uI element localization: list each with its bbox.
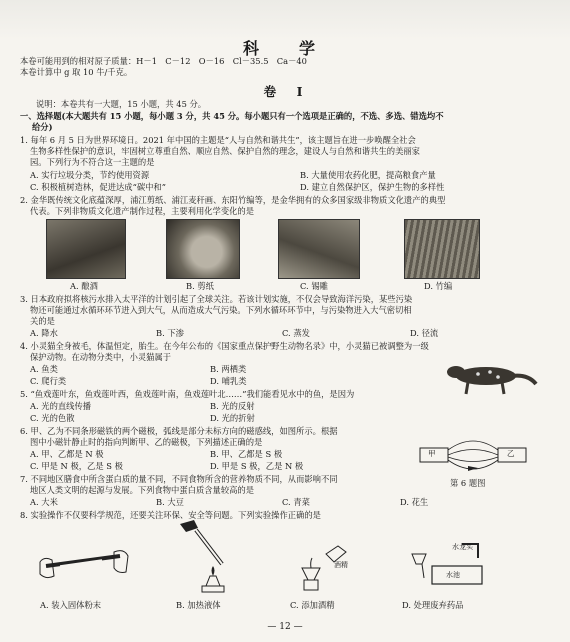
adding-alcohol-illustration xyxy=(286,534,376,598)
pole-label-jia: 甲 xyxy=(428,449,436,458)
option-c: C. 青菜 xyxy=(282,497,310,507)
option-a: A. 甲、乙都是 N 极 xyxy=(30,449,104,459)
g-value-line: 本卷计算中 g 取 10 牛/千克。 xyxy=(20,67,133,77)
option-c: C. 蒸发 xyxy=(282,328,310,338)
option-d: D. 哺乳类 xyxy=(210,376,247,386)
question-text: 5. “鱼戏莲叶东，鱼戏莲叶西，鱼戏莲叶南，鱼戏莲叶北……”我们能看见水中的鱼，是因为 xyxy=(20,389,355,399)
option-d: D. 甲是 S 极，乙是 N 极 xyxy=(210,461,304,471)
question-text: 关的是 xyxy=(30,316,55,326)
option-a: A. 酿酒 xyxy=(70,281,98,291)
option-a: A. 实行垃圾分类，节约使用资源 xyxy=(30,170,150,180)
section-heading: 卷 Ⅰ xyxy=(263,84,307,99)
option-b: B. 剪纸 xyxy=(186,281,214,291)
question-text: 保护动物。在动物分类中，小灵猫属于 xyxy=(30,352,172,362)
question-text: 地区人类文明的起源与发展。下列食物中蛋白质含量较高的是 xyxy=(30,485,255,495)
civet-illustration xyxy=(438,356,538,400)
option-d: D. 光的折射 xyxy=(210,413,255,423)
question-text: 2. 金华既传统文化底蕴深厚，浦江剪纸、浦江麦秆画、东阳竹编等，是金华拥有的众多国家级非物质文化遗产的典型 xyxy=(20,195,446,205)
option-b: B. 甲、乙都是 S 极 xyxy=(210,449,283,459)
question-text: 8. 实验操作不仅要科学规范，还要关注环保、安全等问题。下列实验操作正确的是 xyxy=(20,510,321,520)
scan-shadow xyxy=(0,0,570,40)
option-b: B. 大量使用农药化肥，提高粮食产量 xyxy=(300,170,436,180)
option-a: A. 降水 xyxy=(30,328,58,338)
question-text: 图中小磁针静止时的指向判断甲、乙的磁极，下列描述正确的是 xyxy=(30,437,263,447)
option-b: B. 大豆 xyxy=(156,497,184,507)
question-text: 园。下列行为不符合这一主题的是 xyxy=(30,157,155,167)
option-c: C. 锡雕 xyxy=(300,281,328,291)
option-b: B. 光的反射 xyxy=(210,401,255,411)
option-b: B. 加热液体 xyxy=(176,600,221,610)
question-type-heading-cont: 给分) xyxy=(32,122,53,132)
question-text: 生物多样性保护的意识，牢固树立尊重自然、顺应自然、保护自然的理念，建设人与自然和谐共生的美丽家 xyxy=(30,146,420,156)
atomic-mass-line: 本卷可能用到的相对原子质量：H－1 C－12 O－16 Cl－35.5 Ca－40 xyxy=(20,56,307,66)
option-a: A. 光的直线传播 xyxy=(30,401,92,411)
option-c: C. 甲是 N 极，乙是 S 极 xyxy=(30,461,123,471)
question-text: 3. 日本政府拟将核污水排入太平洋的计划引起了全球关注。若该计划实施，不仅会导致海洋污染，某些污染 xyxy=(20,294,413,304)
option-d: D. 花生 xyxy=(400,497,429,507)
alcohol-label: 酒精 xyxy=(334,561,348,569)
heating-liquid-illustration xyxy=(166,520,246,600)
option-d: D. 建立自然保护区，保护生物的多样性 xyxy=(300,182,445,192)
option-d: D. 竹编 xyxy=(424,281,453,291)
powder-loading-illustration xyxy=(40,526,130,596)
option-c: C. 积极植树造林，促进达成“碳中和” xyxy=(30,182,166,192)
pole-label-yi: 乙 xyxy=(507,449,515,458)
bamboo-weaving-photo xyxy=(404,219,480,279)
question-text: 7. 不同地区膳食中所含蛋白质的量不同，不同食物所含的营养物质不同，从而影响不同 xyxy=(20,474,338,484)
question-text: 1. 每年 6 月 5 日为世界环境日。2021 年中国的主题是“人与自然和谐共生”，该主题旨在进一步唤醒全社会 xyxy=(20,135,416,145)
option-b: B. 下渗 xyxy=(156,328,184,338)
option-c: C. 添加酒精 xyxy=(290,600,335,610)
tin-carving-photo xyxy=(278,219,360,279)
faucet-label: 水龙头 xyxy=(452,543,473,551)
section-note: 说明：本卷共有一大题，15 小题，共 45 分。 xyxy=(36,99,207,109)
option-a: A. 鱼类 xyxy=(30,364,58,374)
brewing-photo xyxy=(46,219,126,279)
page-title: 科 学 xyxy=(242,39,327,58)
question-type-heading: 一、选择题(本大题共有 15 小题，每小题 3 分，共 45 分。每小题只有一个选项是正确的，不选、多选、错选均不 xyxy=(20,111,444,121)
option-d: D. 处理废弃药品 xyxy=(402,600,464,610)
option-d: D. 径流 xyxy=(410,328,439,338)
question-text: 6. 甲、乙为不同条形磁铁的两个磁极，弧线是部分未标方向的磁感线，如图所示。根据 xyxy=(20,426,338,436)
question-text: 代表。下列非物质文化遗产制作过程，主要利用化学变化的是 xyxy=(30,206,255,216)
option-a: A. 装入固体粉末 xyxy=(40,600,102,610)
option-b: B. 两栖类 xyxy=(210,364,247,374)
page-number: — 12 — xyxy=(267,622,303,632)
sink-label: 水池 xyxy=(446,571,460,579)
option-a: A. 大米 xyxy=(30,497,58,507)
figure-caption: 第 6 题图 xyxy=(450,478,486,488)
question-text: 4. 小灵猫全身被毛，体温恒定，胎生。在今年公布的《国家重点保护野生动物名录》中，小灵猫已被调整为一级 xyxy=(20,341,429,351)
question-text: 物还可能通过水循环环节进入到大气，从而造成大气污染。下列水循环环节中，与污染物进入大气密切相 xyxy=(30,305,412,315)
option-c: C. 爬行类 xyxy=(30,376,67,386)
papercut-photo xyxy=(166,219,240,279)
option-c: C. 光的色散 xyxy=(30,413,75,423)
